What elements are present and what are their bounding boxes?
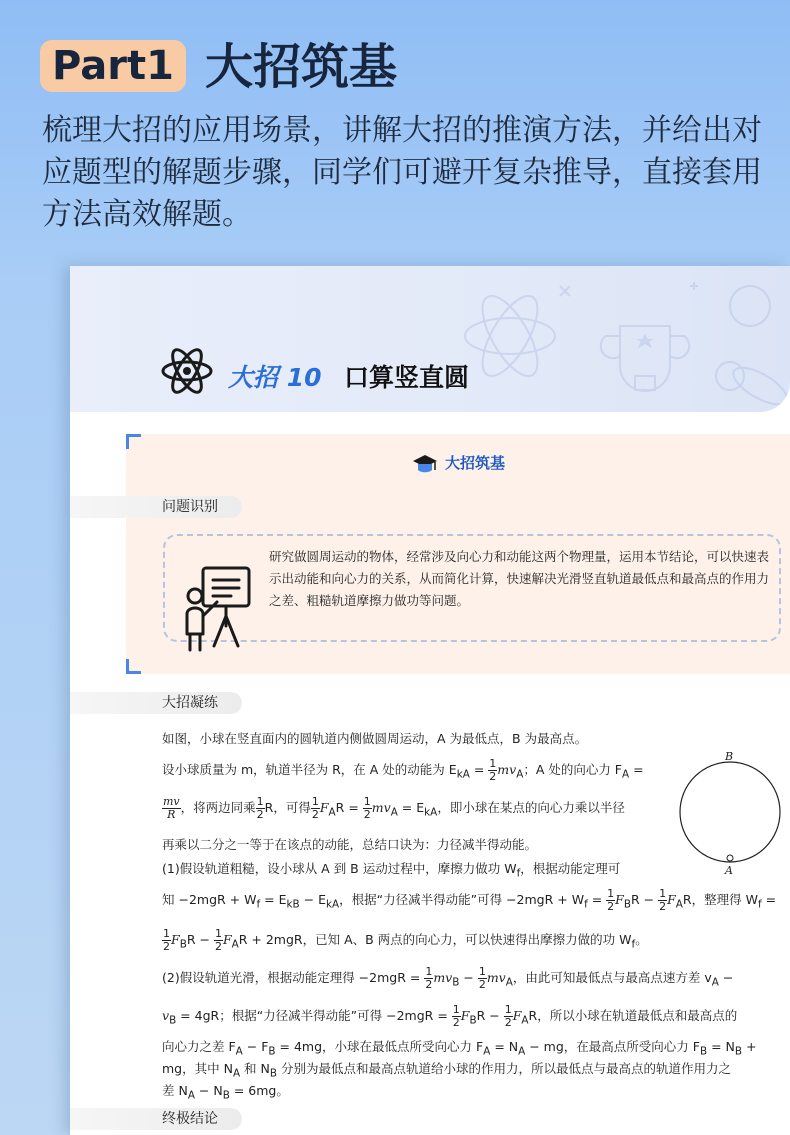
line-text: = xyxy=(761,892,777,907)
text-line xyxy=(162,888,782,916)
text-line xyxy=(162,928,782,956)
chapter-number: 大招 10 xyxy=(228,363,322,392)
fraction: $\frac{1}{2}$ xyxy=(489,757,497,783)
section-tag-problem xyxy=(70,496,242,518)
subscript: B xyxy=(268,1045,276,1058)
math-text: mv xyxy=(497,762,517,777)
line-text: 向心力之差 F xyxy=(162,1039,236,1054)
line-text: 再乘以二分之一等于在该点的动能，总结口诀为：力径减半得动能。 xyxy=(162,837,538,852)
subscript: A xyxy=(232,1067,241,1080)
line-text: = E xyxy=(260,892,287,907)
line-text: 。 xyxy=(635,932,648,947)
subscript: f xyxy=(757,898,762,911)
line-text: = 4mg，小球在最低点所受向心力 F xyxy=(275,1039,484,1054)
problem-text: 研究做圆周运动的物体，经常涉及向心力和动能这两个物理量，运用本节结论，可以快速表示出动能和向心力的关系，从而简化计算，快速解决光滑竖直轨道最低点和最高点的作用力之差、粗糙轨道摩擦力做功等问题。 xyxy=(269,549,770,608)
text-line xyxy=(162,758,682,786)
line-text: 设小球质量为 m，轨道半径为 R，在 A 处的动能为 E xyxy=(162,762,457,777)
subscript: A xyxy=(675,898,683,911)
fraction: $\frac{1}{2}$ xyxy=(256,795,264,821)
line-text: = xyxy=(629,762,644,777)
figure-label-b: B xyxy=(725,752,734,763)
line-text: R − xyxy=(186,932,214,947)
subscript: A xyxy=(231,938,239,951)
subscript: kB xyxy=(286,898,300,911)
subscript: kA xyxy=(456,768,470,781)
subscript: kA xyxy=(424,806,438,819)
corner-mark xyxy=(126,659,141,674)
line-text: − xyxy=(718,970,734,985)
subscript: B xyxy=(734,1045,743,1058)
line-text: + xyxy=(742,1039,757,1054)
line-text: R，整理得 W xyxy=(682,892,758,907)
subscript: A xyxy=(516,768,524,781)
text-line xyxy=(162,1004,782,1032)
math-text: F xyxy=(222,932,232,947)
atom-icon xyxy=(160,344,214,398)
line-text: − mg，在最高点所受向心力 F xyxy=(525,1039,700,1054)
card-heading xyxy=(126,452,790,475)
fraction: $\frac{1}{2}$ xyxy=(363,795,371,821)
chapter-banner xyxy=(70,266,790,412)
subscript: B xyxy=(469,1014,477,1027)
text-line xyxy=(162,796,682,824)
line-text: 如图，小球在竖直面内的圆轨道内侧做圆周运动，A 为最低点，B 为最高点。 xyxy=(162,731,588,746)
line-text: R − xyxy=(476,1008,504,1023)
line-text: = 6mg。 xyxy=(229,1083,289,1098)
line-text: = 4gR；根据“力径减半得动能”可得 −2mgR = xyxy=(176,1008,452,1023)
fraction: $\frac{1}{2}$ xyxy=(452,1003,460,1029)
fraction: $\frac{1}{2}$ xyxy=(425,965,433,991)
background-decoration-icon xyxy=(430,266,790,412)
subscript: B xyxy=(452,976,460,989)
subscript: A xyxy=(622,768,630,781)
fraction: $\frac{mv}{R}$ xyxy=(163,795,180,821)
text-line xyxy=(162,858,682,885)
fraction: $\frac{1}{2}$ xyxy=(214,927,222,953)
line-text: ；A 处的向心力 F xyxy=(523,762,623,777)
line-text: ，即小球在某点的向心力乘以半径 xyxy=(437,800,625,815)
fraction: $\frac{1}{2}$ xyxy=(478,965,486,991)
math-text: F xyxy=(319,800,329,815)
line-text: (2)假设轨道光滑，根据动能定理得 −2mgR = xyxy=(162,970,425,985)
line-text: = E xyxy=(397,800,425,815)
fraction: $\frac{1}{2}$ xyxy=(607,887,615,913)
line-text: R = xyxy=(335,800,363,815)
line-text: 知 −2mgR + W xyxy=(162,892,257,907)
line-text: = N xyxy=(490,1039,519,1054)
problem-box xyxy=(163,534,781,642)
subscript: A xyxy=(711,976,719,989)
circle-track-figure xyxy=(675,752,785,877)
section-tag-method xyxy=(70,692,242,714)
line-text: R，所以小球在轨道最低点和最高点的 xyxy=(528,1008,738,1023)
line-text: = N xyxy=(707,1039,735,1054)
math-text: F xyxy=(512,1008,522,1023)
line-text: − N xyxy=(194,1083,223,1098)
line-text: − E xyxy=(299,892,326,907)
subscript: B xyxy=(222,1089,230,1102)
graduation-cap-icon xyxy=(411,453,439,475)
card-heading-text: 大招筑基 xyxy=(444,454,505,472)
subscript: A xyxy=(390,806,398,819)
subscript: B xyxy=(169,1014,177,1027)
fraction: $\frac{1}{2}$ xyxy=(163,927,170,953)
subscript: f xyxy=(631,938,636,951)
math-text: mv xyxy=(433,970,453,985)
subscript: A xyxy=(235,1045,243,1058)
text-line xyxy=(162,834,682,856)
line-text: − xyxy=(459,970,478,985)
subscript: A xyxy=(187,1089,195,1102)
subscript: f xyxy=(584,898,588,911)
part-badge: Part1 xyxy=(40,40,186,92)
header-title: 大招筑基 xyxy=(205,39,398,95)
subscript: A xyxy=(518,1045,526,1058)
subscript: B xyxy=(623,898,631,911)
subscript: B xyxy=(179,938,187,951)
line-text: mg，其中 N xyxy=(162,1061,233,1076)
line-text: = xyxy=(587,892,607,907)
line-text: ，根据动能定理可 xyxy=(520,861,621,876)
math-text: v xyxy=(162,1008,170,1023)
text-line xyxy=(162,728,782,750)
fraction: $\frac{1}{2}$ xyxy=(504,1003,512,1029)
line-text: 和 N xyxy=(240,1061,270,1076)
line-text: R − xyxy=(631,892,659,907)
corner-mark xyxy=(126,434,141,449)
subscript: f xyxy=(516,867,521,880)
line-text: R + 2mgR，已知 A、B 两点的向心力，可以快速得出摩擦力做的功 W xyxy=(238,932,632,947)
figure-label-a: A xyxy=(725,864,733,877)
section-label: 终极结论 xyxy=(162,1111,218,1127)
subscript: A xyxy=(328,806,336,819)
subscript: f xyxy=(256,898,261,911)
text-line xyxy=(162,966,782,994)
line-text: R，可得 xyxy=(264,800,311,815)
section-label: 大招凝练 xyxy=(162,695,218,711)
teacher-icon xyxy=(183,566,253,652)
line-text: 分别为最低点和最高点轨道给小球的作用力，所以最低点与最高点的轨道作用力之 xyxy=(277,1061,731,1076)
math-text: mv xyxy=(486,970,506,985)
math-text: F xyxy=(460,1008,470,1023)
subscript: B xyxy=(269,1067,278,1080)
math-text: F xyxy=(615,892,624,907)
subscript: A xyxy=(505,976,513,989)
line-text: ，将两边同乘 xyxy=(180,800,256,815)
subscript: kA xyxy=(325,898,340,911)
subscript: A xyxy=(521,1014,529,1027)
text-line xyxy=(162,1080,782,1107)
section-label: 问题识别 xyxy=(162,499,218,515)
subscript: A xyxy=(483,1045,491,1058)
fraction: $\frac{1}{2}$ xyxy=(311,795,319,821)
math-text: F xyxy=(171,932,180,947)
subscript: B xyxy=(699,1045,708,1058)
chapter-title: 口算竖直圆 xyxy=(344,363,470,392)
line-text: (1)假设轨道粗糙，设小球从 A 到 B 运动过程中，摩擦力做功 W xyxy=(162,861,517,876)
fraction: $\frac{1}{2}$ xyxy=(659,887,667,913)
math-text: mv xyxy=(371,800,391,815)
document-page xyxy=(70,266,790,1135)
math-text: F xyxy=(667,892,676,907)
line-text: 差 N xyxy=(162,1083,188,1098)
section-tag-conclusion xyxy=(70,1108,242,1130)
intro-text: 梳理大招的应用场景，讲解大招的推演方法，并给出对应题型的解题步骤，同学们可避开复杂推导，直接套用方法高效解题。 xyxy=(42,113,762,232)
line-text: ，根据“力径减半得动能”可得 −2mgR + W xyxy=(339,892,585,907)
header xyxy=(0,0,790,260)
line-text: − F xyxy=(242,1039,269,1054)
line-text: = xyxy=(469,762,489,777)
line-text: ，由此可知最低点与最高点速方差 v xyxy=(512,970,712,985)
